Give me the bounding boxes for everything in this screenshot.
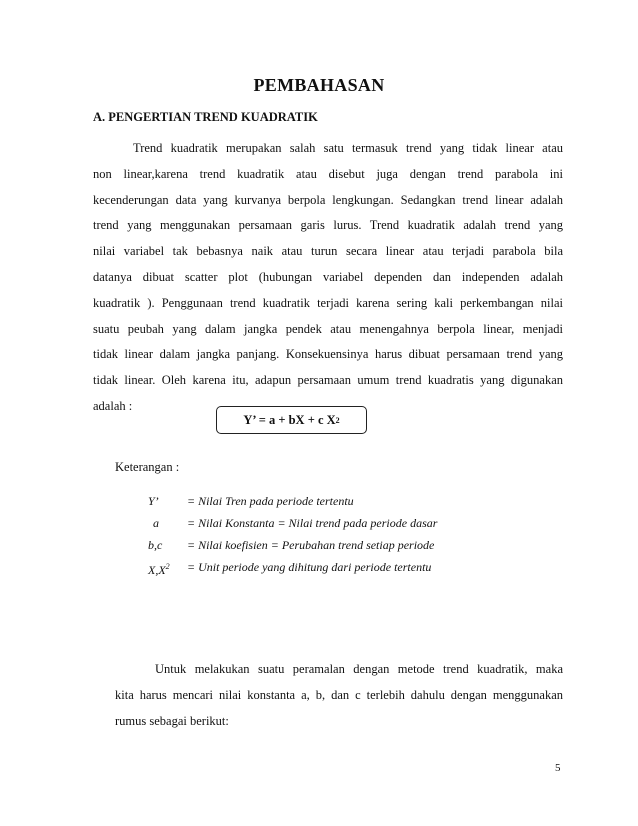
paragraph-line: kuadratik ). Penggunaan trend kuadratik terjadi karena sering kali perkembangan nilai: [93, 295, 563, 310]
definition-text: = Nilai koefisien = Perubahan trend setiap periode: [187, 538, 435, 552]
definition-text: = Unit periode yang dihitung dari periode tertentu: [187, 560, 432, 574]
paragraph-line: Untuk melakukan suatu peramalan dengan metode trend kuadratik, maka: [155, 662, 563, 676]
paragraph-line: trend yang menggunakan persamaan garis lurus. Trend kuadratik adalah trend yang: [93, 218, 563, 233]
paragraph-line: kita harus mencari nilai konstanta a, b, dan c terlebih dahulu dengan menggunakan: [115, 687, 563, 702]
page-number: 5: [555, 762, 561, 774]
formula-box: [216, 406, 367, 434]
definition-symbol: b,c: [148, 538, 163, 552]
paragraph-line: nilai variabel tak bebasnya naik atau turun secara linear atau terjadi parabola bila: [93, 244, 563, 259]
paragraph-line: datanya dibuat scatter plot (hubungan variabel dependen dan independen adalah: [93, 269, 563, 284]
page-title: PEMBAHASAN: [253, 75, 385, 95]
keterangan-label: Keterangan :: [115, 460, 180, 474]
formula-exponent: 2: [335, 415, 340, 425]
definition-symbol: $X,X^2$: [148, 562, 170, 577]
paragraph-line: non linear,karena trend kuadratik atau disebut juga dengan trend parabola ini: [93, 166, 563, 181]
definition-symbol: Y’: [148, 494, 159, 508]
formula-text: Y’ = a + bX + c X: [243, 412, 336, 427]
section-heading: A. PENGERTIAN TREND KUADRATIK: [93, 110, 318, 124]
definition-text: = Nilai Tren pada periode tertentu: [187, 494, 354, 508]
paragraph-line: adalah :: [93, 398, 133, 413]
paragraph-line: Trend kuadratik merupakan salah satu termasuk trend yang tidak linear atau: [133, 141, 563, 155]
paragraph-2: [115, 657, 563, 734]
paragraph-line: rumus sebagai berikut:: [115, 713, 229, 728]
paragraph-1: [93, 136, 563, 420]
definition-symbol: a: [153, 516, 159, 530]
paragraph-line: kecenderungan data yang kurvanya berpola lengkungan. Sedangkan trend linear adalah: [93, 192, 563, 207]
paragraph-line: tidak linear dalam jangka panjang. Konsekuensinya harus dibuat persamaan trend yang: [93, 347, 563, 362]
paragraph-line: suatu peubah yang dalam jangka pendek atau menengahnya berpola linear, menjadi: [93, 321, 563, 336]
definition-text: = Nilai Konstanta = Nilai trend pada periode dasar: [187, 516, 438, 530]
paragraph-line: tidak linear. Oleh karena itu, adapun persamaan umum trend kuadratis yang digunakan: [93, 373, 563, 388]
